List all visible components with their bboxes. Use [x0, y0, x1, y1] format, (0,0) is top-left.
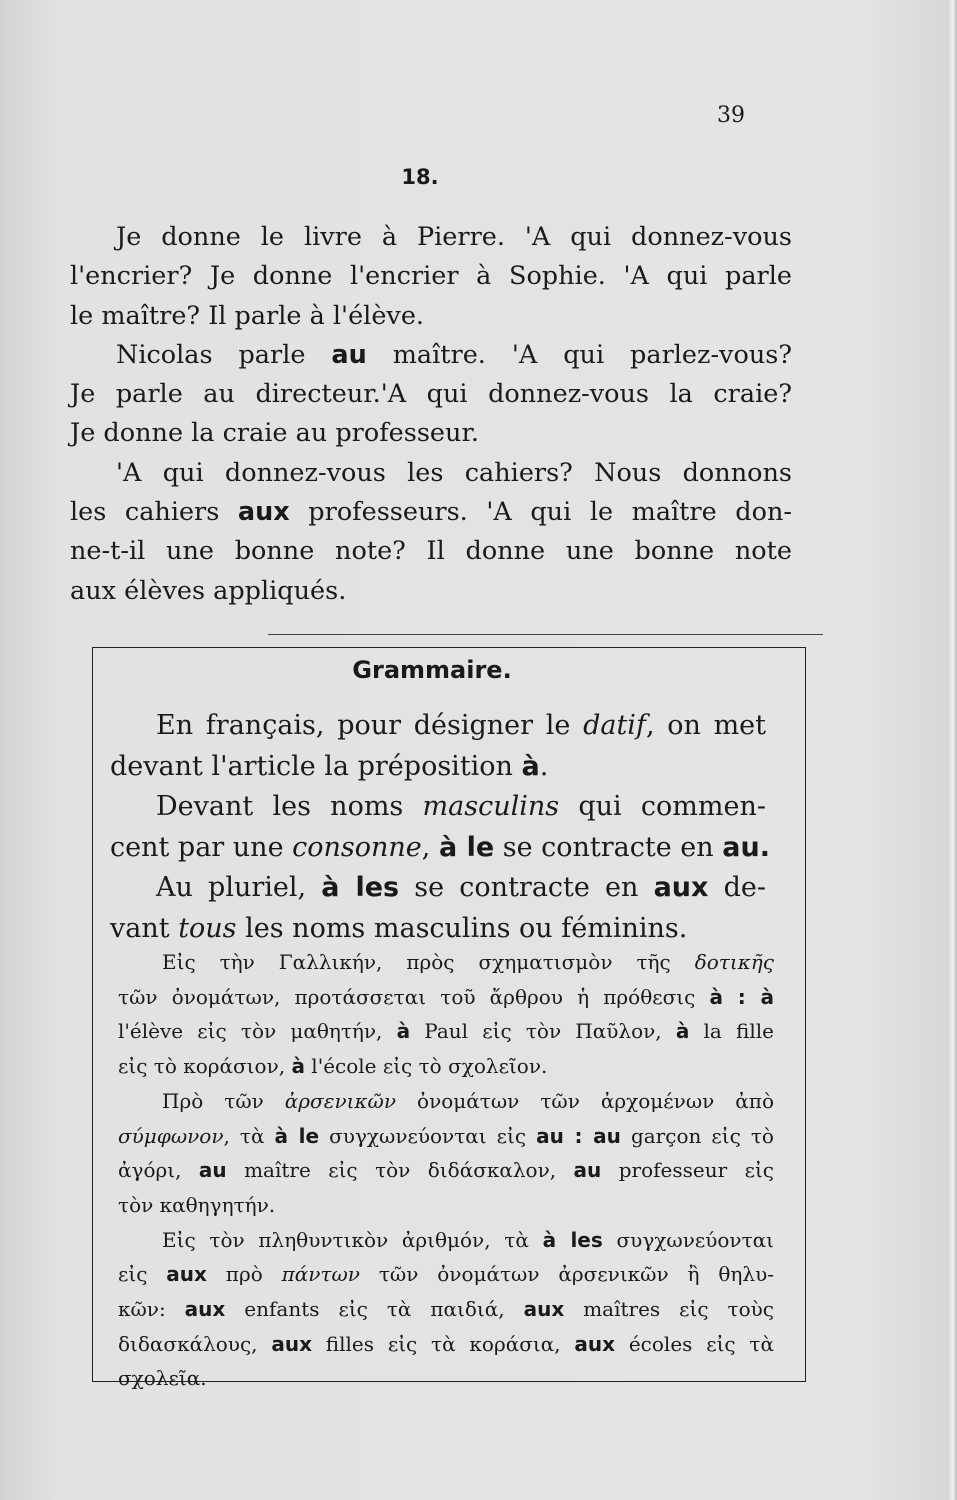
text-run: l'école εἰς τὸ σχολεῖον.	[304, 1054, 548, 1079]
text-line	[118, 1188, 774, 1223]
italic-term: πάντων	[281, 1262, 360, 1287]
text-run: διδασκάλους,	[118, 1331, 272, 1356]
text-run: qui commen-	[559, 791, 766, 822]
bold-term: aux	[653, 872, 709, 903]
text-run: συγχωνεύονται	[602, 1227, 774, 1252]
text-run: τῶν ὀνομάτων, προτάσσεται τοῦ ἄρθρου ἡ πρόθεσις	[118, 984, 710, 1009]
text-line: ne-t-il une bonne note? Il donne une bonne note	[70, 536, 792, 567]
text-line: Je parle au directeur.'A qui donnez-vous la craie?	[70, 379, 792, 410]
bold-term: aux	[271, 1331, 312, 1356]
text-line	[118, 945, 774, 980]
text-run: Nicolas parle	[116, 339, 332, 370]
horizontal-rule	[268, 634, 823, 635]
text-run: devant l'article la préposition	[110, 750, 522, 782]
text-run: σχολεῖα.	[118, 1366, 207, 1391]
italic-term: datif	[583, 710, 646, 741]
bold-term: à les	[321, 872, 400, 903]
bold-term: aux	[184, 1297, 226, 1322]
text-run: Devant les noms	[156, 791, 423, 822]
page-edge	[947, 0, 957, 1500]
bold-term: aux	[237, 497, 290, 528]
text-line: aux élèves appliqués.	[70, 575, 347, 606]
text-run: se contracte en	[494, 831, 723, 863]
text-line	[70, 493, 792, 532]
bold-term: à le	[438, 831, 495, 863]
bold-term: au	[573, 1158, 602, 1183]
text-run: vant	[110, 912, 179, 944]
text-line: Je donne la craie au professeur.	[70, 418, 479, 449]
text-run: de-	[708, 872, 766, 903]
text-run: l'élève εἰς τὸν μαθητήν,	[118, 1019, 397, 1044]
text-line	[118, 1257, 774, 1292]
text-line	[118, 980, 774, 1015]
text-run: τὸν καθηγητήν.	[118, 1192, 276, 1217]
bold-term: à les	[542, 1227, 603, 1252]
text-run: Εἰς τὴν Γαλλικήν, πρὸς σχηματισμὸν τῆς	[162, 950, 695, 974]
text-line	[118, 1014, 774, 1049]
text-run: εἰς	[118, 1262, 167, 1287]
text-run: Πρὸ τῶν	[162, 1088, 285, 1113]
text-run: professeur εἰς	[601, 1158, 774, 1183]
text-line	[110, 706, 766, 747]
bold-term: aux	[574, 1331, 616, 1356]
text-line	[118, 1223, 774, 1258]
text-run: les cahiers	[70, 497, 238, 528]
text-run: écoles εἰς τὰ	[615, 1331, 775, 1356]
text-run: les noms masculins ou féminins.	[236, 912, 688, 944]
text-run: maître. 'A qui parlez-vous?	[366, 339, 792, 370]
text-line: 'A qui donnez-vous les cahiers? Nous donnons	[116, 457, 792, 488]
lesson-text	[70, 218, 792, 611]
text-line	[118, 1084, 774, 1119]
text-line	[118, 1119, 774, 1154]
text-run: garçon εἰς τὸ	[620, 1123, 774, 1148]
bold-term: aux	[166, 1262, 207, 1287]
text-line: l'encrier? Je donne l'encrier à Sophie. 'A qui parle	[70, 261, 792, 292]
italic-term: tous	[178, 912, 237, 944]
italic-term: δοτικῆς	[694, 950, 774, 974]
bold-term: à	[521, 750, 540, 782]
grammar-greek-text	[118, 945, 774, 1396]
text-run: Εἰς τὸν πληθυντικὸν ἀριθμόν, τὰ	[162, 1227, 543, 1252]
text-run: Paul εἰς τὸν Παῦλον,	[410, 1019, 676, 1044]
bold-term: au : au	[536, 1123, 621, 1148]
bold-term: au	[198, 1158, 227, 1183]
text-run: professeurs. 'A qui le maître don-	[289, 497, 792, 528]
text-run: , τὰ	[223, 1123, 275, 1148]
section-number: 18.	[401, 165, 439, 189]
text-run: κῶν:	[118, 1297, 185, 1322]
bold-term: à le	[274, 1123, 320, 1148]
italic-term: ἀρσενικῶν	[284, 1088, 397, 1113]
text-line	[110, 828, 770, 869]
bold-term: aux	[523, 1297, 565, 1322]
text-run: En français, pour désigner le	[156, 710, 584, 741]
text-line	[70, 336, 792, 375]
page-number: 39	[717, 103, 745, 128]
text-line	[118, 1153, 774, 1188]
text-run: se contracte en	[399, 872, 654, 903]
italic-term: consonne	[292, 831, 422, 863]
text-line	[110, 909, 766, 950]
text-run: ὀνομάτων τῶν ἀρχομένων ἀπὸ	[396, 1088, 774, 1113]
bold-term: à	[291, 1054, 305, 1079]
text-line	[118, 1327, 774, 1362]
text-run: .	[539, 750, 549, 782]
text-line	[118, 1361, 774, 1396]
text-run: filles εἰς τὰ κοράσια,	[311, 1331, 575, 1356]
bold-term: au.	[722, 831, 770, 863]
text-run: maître εἰς τὸν διδάσκαλον,	[226, 1158, 574, 1183]
bold-term: à	[396, 1019, 411, 1044]
text-run: ἀγόρι,	[118, 1158, 199, 1183]
text-run: συγχωνεύονται εἰς	[319, 1123, 537, 1148]
text-line	[118, 1292, 774, 1327]
grammar-french-text	[110, 706, 770, 949]
grammar-title: Grammaire.	[352, 656, 512, 684]
text-line: le maître? Il parle à l'élève.	[70, 300, 425, 331]
text-run: , on met	[645, 710, 767, 741]
text-run: Au pluriel,	[156, 872, 322, 903]
text-line	[110, 868, 766, 909]
italic-term: masculins	[422, 791, 560, 822]
italic-term: σύμφωνον	[118, 1123, 224, 1148]
bold-term: à	[675, 1019, 690, 1044]
text-line	[118, 1049, 774, 1084]
text-line	[110, 747, 766, 788]
text-run: maîtres εἰς τοὺς	[564, 1297, 774, 1322]
text-run: ,	[421, 831, 439, 863]
text-line	[110, 787, 766, 828]
text-run: enfants εἰς τὰ παιδιά,	[225, 1297, 524, 1322]
text-run: cent par une	[110, 831, 293, 863]
text-run: τῶν ὀνομάτων ἀρσενικῶν ἢ θηλυ-	[359, 1262, 774, 1287]
text-run: la fille	[689, 1019, 774, 1044]
bold-term: au	[331, 339, 367, 370]
text-run: εἰς τὸ κοράσιον,	[118, 1054, 292, 1079]
text-line: Je donne le livre à Pierre. 'A qui donnez-vous	[116, 222, 792, 252]
text-run: πρὸ	[206, 1262, 282, 1287]
bold-term: à : à	[709, 984, 774, 1009]
